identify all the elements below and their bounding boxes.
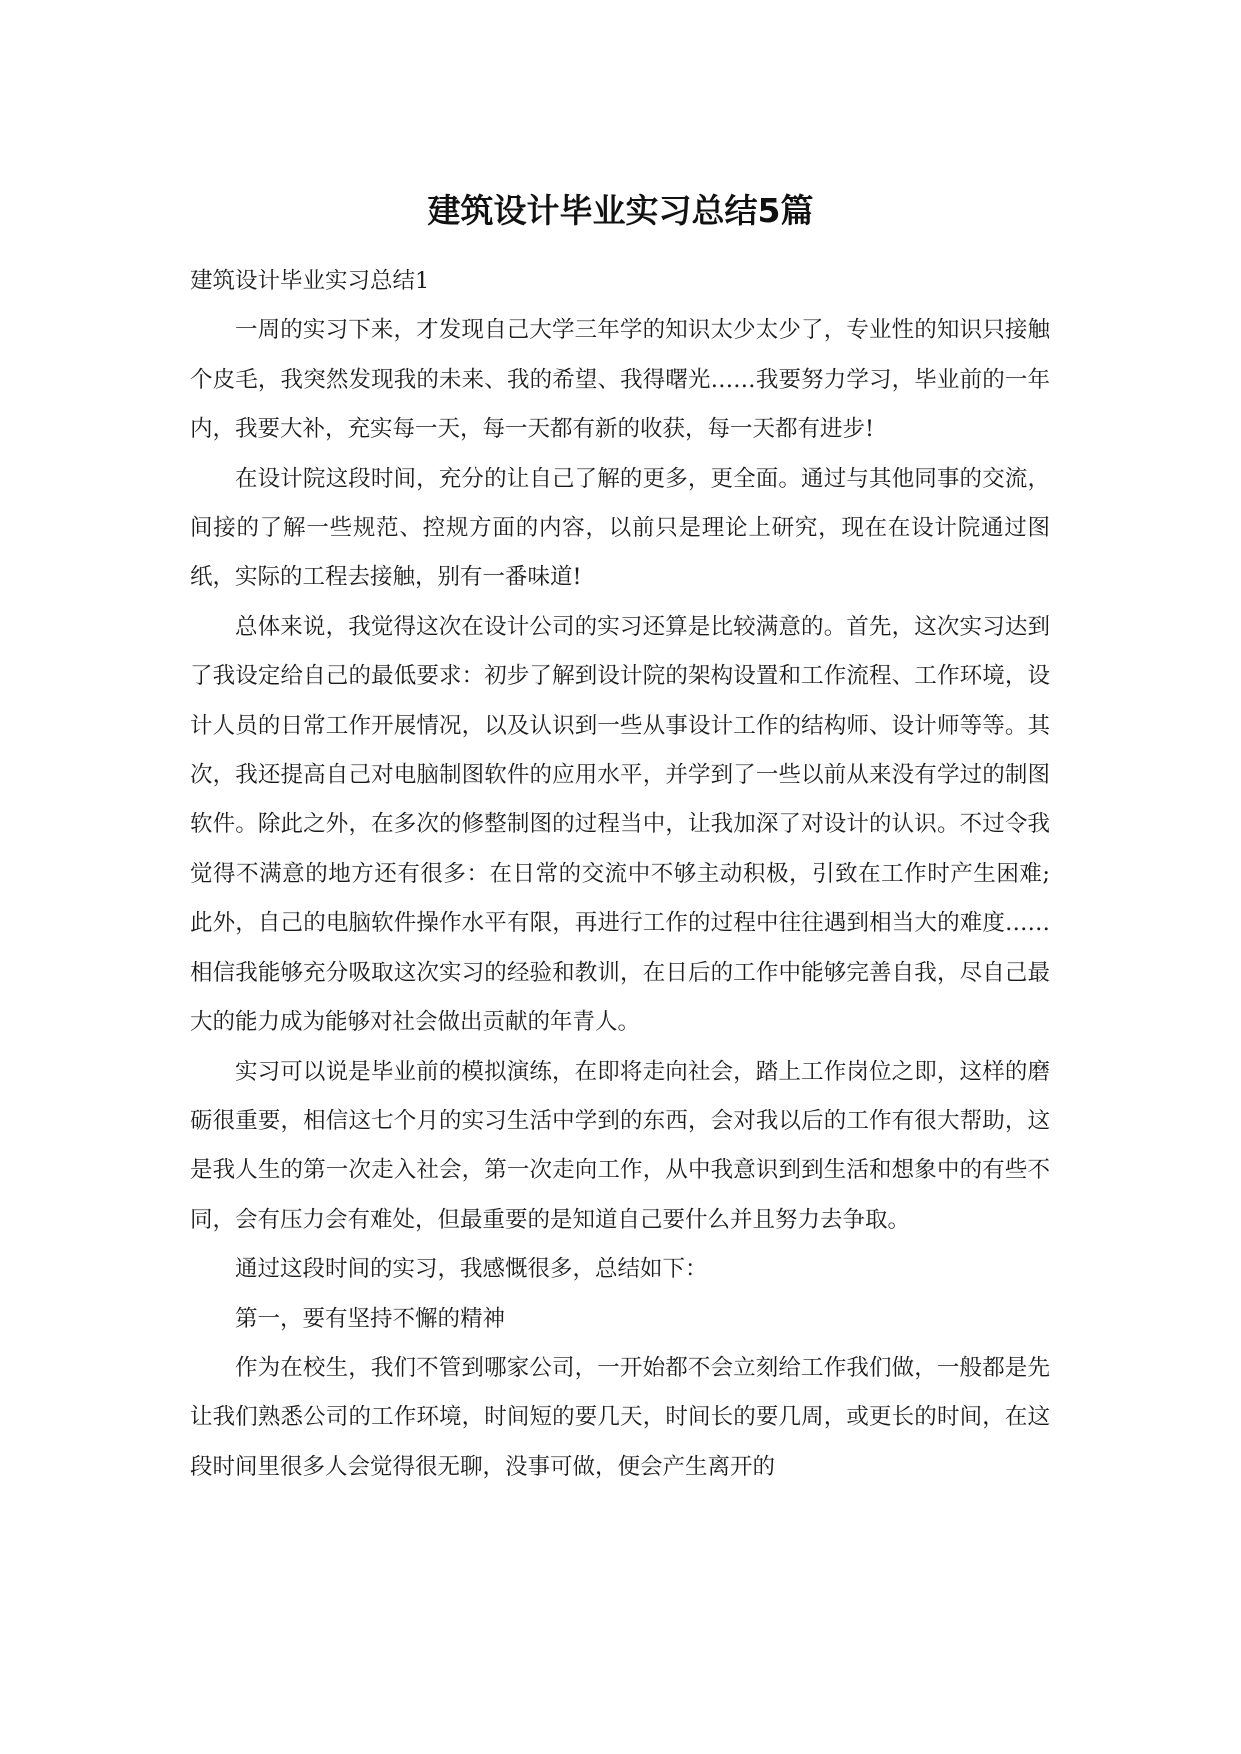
document-title: 建筑设计毕业实习总结5篇 bbox=[427, 191, 814, 230]
paragraph: 通过这段时间的实习，我感慨很多，总结如下： bbox=[235, 1256, 708, 1283]
document-body bbox=[190, 257, 1050, 1492]
paragraph: 作为在校生，我们不管到哪家公司，一开始都不会立刻给工作我们做，一般都是先让我们熟悉公司的工作环境，时间短的要几天，时间长的要几周，或更长的时间，在这段时间里很多人会觉得很无聊，没事可做，便会产生离开的 bbox=[190, 1354, 1050, 1480]
list-heading: 第一，要有坚持不懈的精神 bbox=[235, 1305, 506, 1332]
paragraph: 总体来说，我觉得这次在设计公司的实习还算是比较满意的。首先，这次实习达到了我设定给自己的最低要求：初步了解到设计院的架构设置和工作流程、工作环境，设计人员的日常工作开展情况，以及认识到一些从事设计工作的结构师、设计师等等。其次，我还提高自己对电脑制图软件的应用水平，并学到了一些以前从来没有学过的制图软件。除此之外，在多次的修整制图的过程当中，让我加深了对设计的认识。不过令我觉得不满意的地方还有很多：在日常的交流中不够主动积极，引致在工作时产生困难;此外，自己的电脑软件操作水平有限，再进行工作的过程中往往遇到相当大的难度……相信我能够充分吸取这次实习的经验和教训，在日后的工作中能够完善自我，尽自己最大的能力成为能够对社会做出贡献的年青人。 bbox=[190, 613, 1050, 1036]
paragraph: 一周的实习下来，才发现自己大学三年学的知识太少太少了，专业性的知识只接触个皮毛，我突然发现我的未来、我的希望、我得曙光……我要努力学习，毕业前的一年内，我要大补，充实每一天，每一天都有新的收获，每一天都有进步! bbox=[190, 317, 1050, 443]
section-heading: 建筑设计毕业实习总结1 bbox=[190, 268, 430, 294]
paragraph: 在设计院这段时间，充分的让自己了解的更多，更全面。通过与其他同事的交流，间接的了解一些规范、控规方面的内容，以前只是理论上研究，现在在设计院通过图纸，实际的工程去接触，别有一番味道! bbox=[190, 465, 1050, 591]
paragraph: 实习可以说是毕业前的模拟演练，在即将走向社会，踏上工作岗位之即，这样的磨砺很重要，相信这七个月的实习生活中学到的东西，会对我以后的工作有很大帮助，这是我人生的第一次走入社会，第一次走向工作，从中我意识到到生活和想象中的有些不同，会有压力会有难处，但最重要的是知道自己要什么并且努力去争取。 bbox=[190, 1058, 1050, 1233]
